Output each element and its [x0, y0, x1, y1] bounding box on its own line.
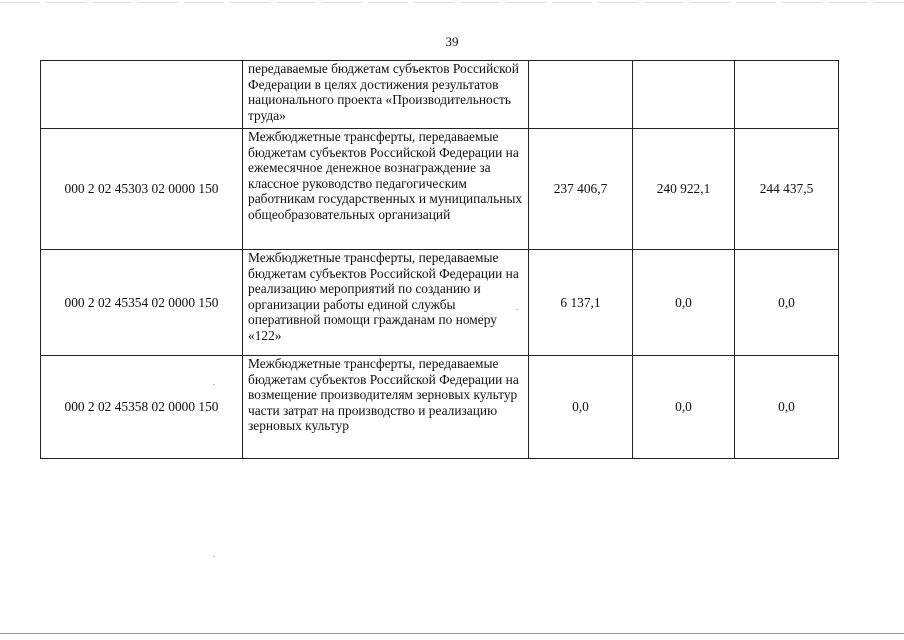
row-value-year2: 240 922,1: [633, 129, 735, 250]
row-value-year3: 0,0: [735, 356, 839, 459]
scan-artifact-bottom: [0, 633, 904, 634]
scan-speck: [213, 384, 215, 385]
row-value-year2: 0,0: [633, 356, 735, 459]
row-description: Межбюджетные трансферты, передаваемые бюджетам субъектов Российской Федерации на возмещение производителям зерновых культур части затрат на производство и реализацию зерновых культур: [243, 356, 529, 459]
row-value-year1: [529, 61, 633, 129]
table-row: [41, 250, 839, 356]
row-code: 000 2 02 45354 02 0000 150: [41, 250, 243, 356]
row-description: Межбюджетные трансферты, передаваемые бюджетам субъектов Российской Федерации на ежемесячное денежное вознаграждение за классное руководство педагогическим работникам государственных и муниципальных общеобразовательных организаций: [243, 129, 529, 250]
row-value-year3: [735, 61, 839, 129]
scan-speck: [213, 556, 215, 557]
scan-speck: [516, 309, 518, 310]
row-value-year2: [633, 61, 735, 129]
row-value-year1: 0,0: [529, 356, 633, 459]
page-number: 39: [445, 34, 459, 49]
row-value-year1: 6 137,1: [529, 250, 633, 356]
budget-table: [40, 60, 839, 459]
table-row: [41, 356, 839, 459]
row-code: 000 2 02 45358 02 0000 150: [41, 356, 243, 459]
row-value-year1: 237 406,7: [529, 129, 633, 250]
table-row: [41, 129, 839, 250]
row-value-year3: 244 437,5: [735, 129, 839, 250]
scan-artifact-top: [0, 2, 904, 3]
row-code: [41, 61, 243, 129]
row-value-year2: 0,0: [633, 250, 735, 356]
row-value-year3: 0,0: [735, 250, 839, 356]
row-code: 000 2 02 45303 02 0000 150: [41, 129, 243, 250]
table-row: [41, 61, 839, 129]
row-description: передаваемые бюджетам субъектов Российской Федерации в целях достижения результатов национального проекта «Производительность труда»: [243, 61, 529, 129]
row-description: Межбюджетные трансферты, передаваемые бюджетам субъектов Российской Федерации на реализацию мероприятий по созданию и организации работы единой службы оперативной помощи гражданам по номеру «122»: [243, 250, 529, 356]
